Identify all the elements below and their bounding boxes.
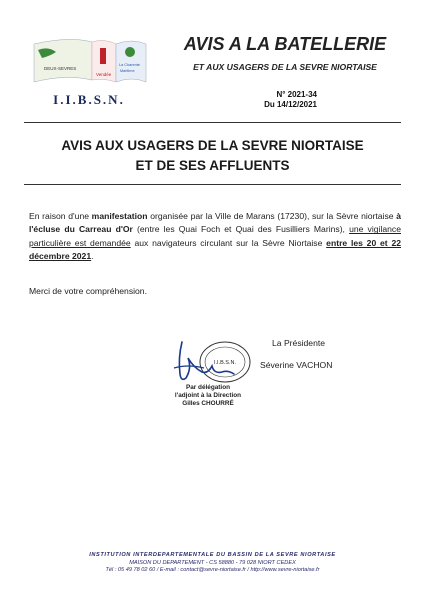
body-text-4: aux navigateurs circulant sur la Sèvre Niortaise — [130, 237, 327, 248]
main-title-line1: AVIS AUX USAGERS DE LA SEVRE NIORTAISE — [61, 138, 364, 153]
body-text-2: organisée par la Ville de Marans (17230), sur la Sèvre niortaise — [147, 211, 397, 221]
notice-body — [29, 210, 401, 264]
thanks-line: Merci de votre compréhension. — [29, 286, 147, 296]
logo-label-deux-sevres: DEUX-SEVRES — [44, 66, 77, 71]
delegation-line-1: Par délégation — [185, 384, 231, 391]
body-bold-manifestation: manifestation — [91, 211, 148, 221]
footer — [24, 552, 401, 575]
svg-text:La Charente: La Charente — [119, 63, 140, 67]
footer-address: MAISON DU DEPARTEMENT - CS 58880 - 79 028 NIORT CEDEX — [129, 559, 296, 566]
body-text-1: En raison d'une — [29, 211, 92, 221]
notice-date: Du 14/12/2021 — [264, 100, 317, 109]
delegation-line-3: Gilles CHOURRÉ — [182, 400, 234, 407]
svg-text:Maritime: Maritime — [120, 69, 135, 73]
body-underline-vigilance: une vigilance particulière est demandée — [29, 224, 401, 248]
notice-number: N° 2021-34 — [276, 90, 317, 99]
body-bold-location: à l'écluse du Carreau d'Or — [29, 211, 401, 235]
delegation-line-2: l'adjoint à la Direction — [174, 392, 242, 399]
top-divider — [24, 122, 401, 123]
logo-label-vendee: Vendée — [96, 72, 112, 77]
stamp-text: I.I.B.S.N. — [213, 360, 237, 366]
body-dates: entre les 20 et 22 décembre 2021 — [29, 237, 402, 262]
logo-flag-icon — [30, 36, 150, 84]
signatory-name: Séverine VACHON — [260, 360, 333, 370]
header-subtitle: ET AUX USAGERS DE LA SEVRE NIORTAISE — [193, 62, 377, 72]
footer-institution: INSTITUTION INTERDEPARTEMENTALE DU BASSIN DE LA SEVRE NIORTAISE — [89, 552, 336, 558]
footer-contact: Tél : 05 49 78 02 60 / E-mail : contact@sevre-niortaise.fr / http://www.sevre-niortaise.fr — [105, 567, 320, 573]
main-title — [24, 136, 401, 176]
handwritten-signature-icon — [168, 338, 238, 390]
logo-text: I.I.B.S.N. — [53, 92, 125, 107]
main-title-line2: ET DE SES AFFLUENTS — [135, 158, 290, 173]
delegation-block — [158, 384, 258, 408]
body-text-3: (entre les Quai Foch et Quai des Fusilliers Marins), — [132, 224, 350, 235]
iibsn-logo — [24, 30, 154, 116]
header-title: AVIS A LA BATELLERIE — [183, 34, 387, 54]
title-divider — [24, 184, 401, 185]
body-text-5: . — [91, 251, 94, 262]
signatory-role: La Présidente — [272, 338, 326, 348]
